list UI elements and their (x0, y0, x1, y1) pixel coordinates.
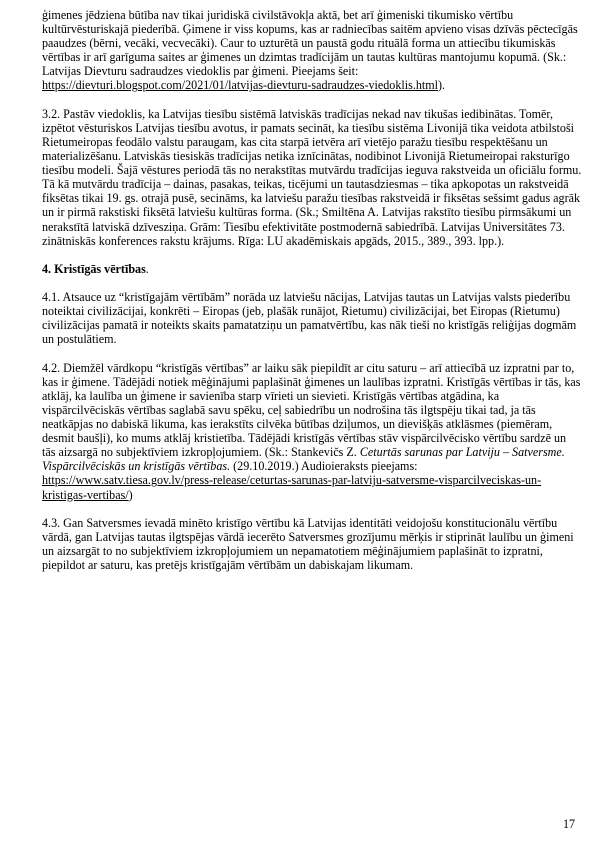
section-title: Kristīgās vērtības (54, 261, 146, 276)
paragraph-text: 4.2. Diemžēl vārdkopu “kristīgās vērtības” ar laiku sāk piepildīt ar citu saturu – arī attiecībā uz izpratni par to, kas ir ģimene. Tādējādi notiek mēģinājumi paplašināt ģimenes un laulības izpratni. Kristīgās vērtības ir tās, kas atklāj, ka laulība un ģimene ir savienība starp vīrieti un sievieti. Kristīgās vērtības atgādina, ka vispārcilvēciskās vērtības saglabā savu spēku, ceļ sabiedrību un nodrošina tās ilgtspēju tikai tad, ja tās neatkāpjas no dabiskā likuma, kas ierakstīts cilvēka būtības dziļumos, un dievišķās atklāsmes (piemēram, desmit baušļi), ko mums atklāj kristietība. Tādējādi kristīgās vērtības stāv vispārcilvēcisko vērtību sardzē un tās aizsargā no subjektīviem izkropļojumiem. (Sk.: Stankevičs Z. (42, 360, 581, 460)
page-number: 17 (563, 817, 576, 831)
citation-title: Ceturtās sarunas par Latviju – Satversme. Vispārcilvēciskās un kristīgās vērtības. (42, 445, 565, 474)
paragraph-text: (29.10.2019.) Audioieraksts pieejams: (230, 459, 418, 474)
dievturi-link[interactable]: https://dievturi.blogspot.com/2021/01/latvijas-dievturu-sadraudzes-viedoklis.html (42, 78, 439, 93)
paragraph-3-2: 3.2. Pastāv viedoklis, ka Latvijas tiesību sistēmā latviskās tradīcijas nekad nav tikušas iedibinātas. Tomēr, izpētot vēsturiskos Latvijas tiesību avotus, ir pamats secināt, ka tiesību sistēma Livonijā tika veidota atbilstoši Rietumeiropas feodālo valstu paraugam, kas cita starpā ietvēra arī vietējo paražu tiesību respektēšanu un materializēšanu. Latviskās tiesiskās tradīcijas netika iznīcinātas, nodibinot Livonijā Rietumeiropai raksturīgo tiesību modeli. Šajā vēstures periodā tās no nerakstītas mutvārdu tradīcijas ieguva rakstveida un oficiālu formu. Tā kā mutvārdu tradīcija – dainas, pasakas, teikas, ticējumi un tautasdziesmas – tika apkopotas un rakstveidā fiksētas tikai 19. gs. otrajā pusē, secināms, ka latviešu paražu tiesības rakstveidā ir fiksētas sešsimt gadus agrāk un ir pirmā rakstiski fiksētā latviešu kultūras forma. (Sk.; Smiltēna A. Latvijas rakstīto tiesību pirmsākumi un nerakstītā latviskā dzīvesziņa. Grām: Tiesību efektivitāte postmodernā sabiedrībā. Latvijas Universitātes 73. zinātniskās konferences rakstu krājums. Rīga: LU akadēmiskais apgāds, 2015., 389., 393. lpp.). (42, 106, 582, 248)
section-number: 4 (42, 261, 49, 276)
section-heading (42, 262, 582, 276)
paragraph-4-1: 4.1. Atsauce uz “kristīgajām vērtībām” norāda uz latviešu nācijas, Latvijas tautas un Latvijas valsts piederību noteiktai civilizācijai, konkrēti – Eiropas (jeb, plašāk runājot, Rietumu) civilizācijai, bet Eiropas (Rietumu) civilizācijas pamatā ir noteikts skaits pamatatziņu un pamatvērtību, kas nāk tieši no kristīgās reliģijas dogmām un postulātiem. (42, 290, 577, 347)
document-body (42, 8, 582, 586)
satv-tiesa-link[interactable]: https://www.satv.tiesa.gov.lv/press-release/ceturtas-sarunas-par-latviju-satversme-visparcilveciskas-un-kristigas-vertibas/ (42, 473, 542, 502)
paragraph-4-3: 4.3. Gan Satversmes ievadā minēto kristīgo vērtību kā Latvijas identitāti veidojošu konstitucionālu vērtību vārdā, gan Latvijas tautas ilgtspējas vārdā iecerēto Satversmes grozījumu mērķis ir stiprināt laulību un ģimeni un aizsargāt to no subjektīviem izkropļojumiem un nepamatotiem mēģinājumiem paplašināt to izpratni, piepildot ar saturu, kas pretējs kristīgajām vērtībām un dabiskajam likumam. (42, 515, 574, 573)
section-separator: . (48, 261, 55, 276)
paragraph-text: ) (128, 487, 133, 502)
heading-period: . (145, 261, 149, 276)
paragraph-4-2 (42, 361, 582, 502)
paragraph-3-1-continued (42, 8, 582, 93)
paragraph-text: ģimenes jēdziena būtība nav tikai juridiskā civilstāvokļa aktā, bet arī ģimeniski tikumisko vērtību kultūrvēsturiskajā piederībā. Ģimene ir viss kopums, kas ar radniecības saitēm apvieno visas dzīvās pēctecīgās paaudzes (bērni, vecāki, vecvecāki). Caur to uzturētā un paustā godu rituālā forma un attiecību tikumiskās vērtības ir arī garīguma saites ar ģimenes un dzimtas tradīcijām un tautas kultūras mantojumu kopumā. (Sk.: Latvijas Dievturu sadraudzes viedoklis par ģimeni. Pieejams šeit: (42, 8, 578, 79)
paragraph-text: ). (438, 78, 446, 93)
